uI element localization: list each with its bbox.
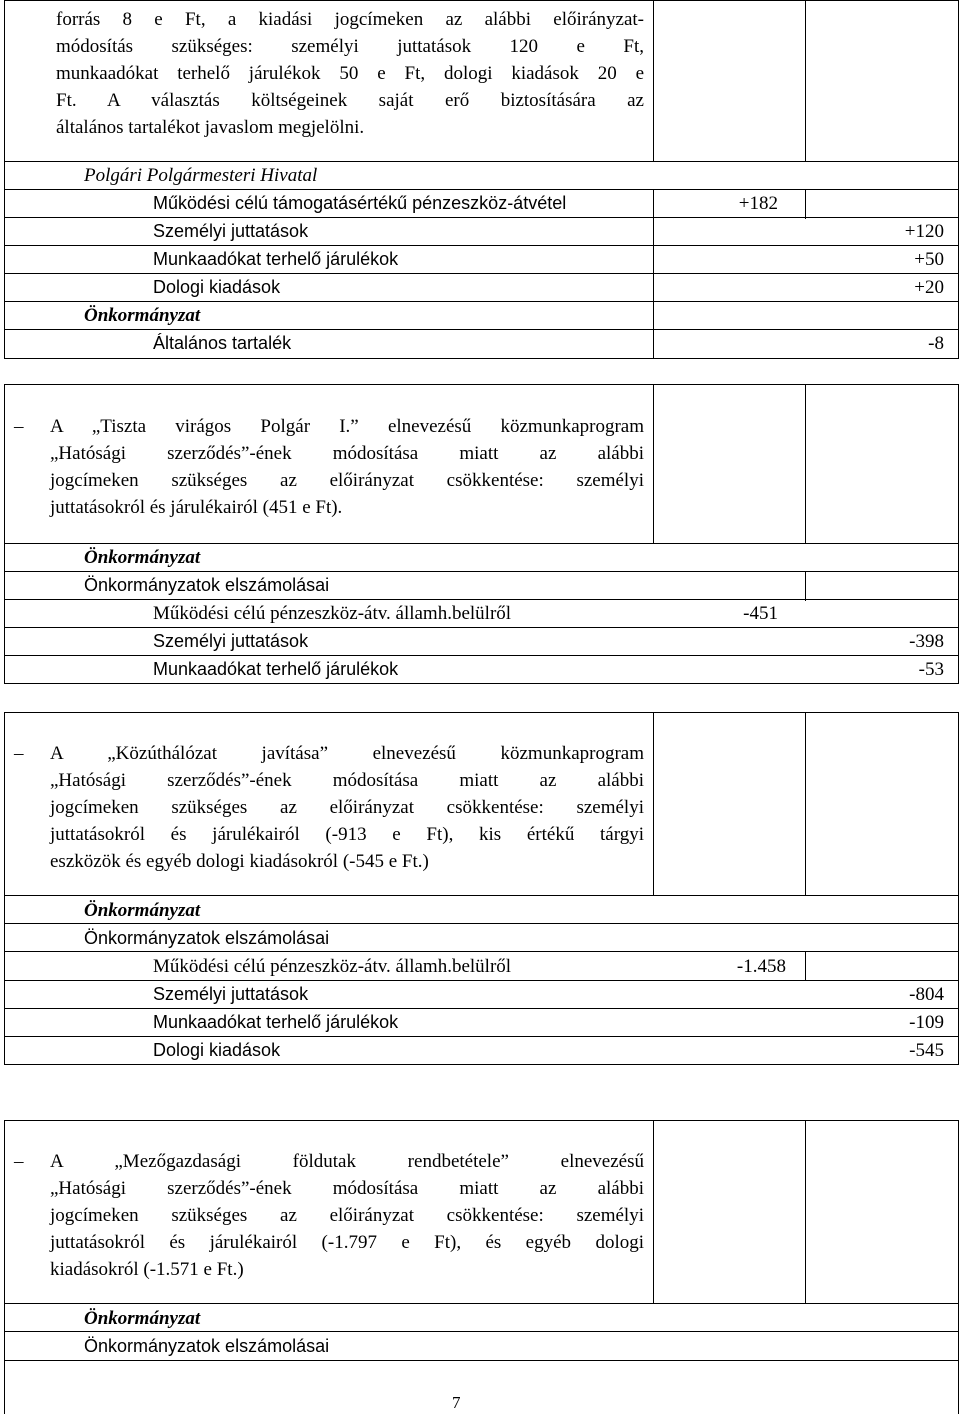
section4-bullet: – bbox=[14, 1151, 24, 1172]
table1-row-label: Dologi kiadások bbox=[153, 277, 281, 297]
section2-row-expense: -53 bbox=[918, 659, 944, 680]
section2-row-expense: -398 bbox=[909, 631, 944, 652]
section4-line: A „Mezőgazdasági földutak rendbetétele” elnevezésű bbox=[50, 1151, 644, 1172]
section2-line: juttatásokról és járulékairól (451 e Ft). bbox=[50, 497, 343, 518]
section2-subheader: Önkormányzatok elszámolásai bbox=[84, 575, 330, 595]
intro-line: forrás 8 e Ft, a kiadási jogcímeken az alábbi előirányzat- bbox=[56, 9, 644, 30]
section2-bullet: – bbox=[14, 416, 24, 437]
page-number: 7 bbox=[452, 1393, 461, 1412]
section2-paragraph bbox=[50, 413, 644, 521]
section4-line: juttatásokról és járulékairól (-1.797 e Ft), és egyéb dologi bbox=[50, 1232, 644, 1253]
section3-row-income: -1.458 bbox=[736, 956, 786, 977]
section2-row-income: -451 bbox=[743, 603, 778, 624]
intro-line: általános tartalékot javaslom megjelölni. bbox=[56, 117, 365, 138]
section4-line: „Hatósági szerződés”-ének módosítása miatt az alábbi bbox=[50, 1178, 644, 1199]
section3-row-expense: -804 bbox=[909, 984, 944, 1005]
table1-row-expense: +120 bbox=[904, 221, 944, 242]
section2-line: „Hatósági szerződés”-ének módosítása miatt az alábbi bbox=[50, 443, 644, 464]
section2-line: jogcímeken szükséges az előirányzat csökkentése: személyi bbox=[50, 470, 644, 491]
intro-line: munkaadókat terhelő járulékok 50 e Ft, dologi kiadások 20 e bbox=[56, 63, 644, 84]
section2-line: A „Tiszta virágos Polgár I.” elnevezésű közmunkaprogram bbox=[50, 416, 644, 437]
table1-row-label: Működési célú támogatásértékű pénzeszköz-átvétel bbox=[153, 193, 567, 213]
section4-line: jogcímeken szükséges az előirányzat csökkentése: személyi bbox=[50, 1205, 644, 1226]
section3-row-expense: -109 bbox=[909, 1012, 944, 1033]
table1-row-expense: -8 bbox=[928, 333, 944, 354]
table1-header2: Önkormányzat bbox=[84, 305, 201, 326]
section3-line: jogcímeken szükséges az előirányzat csökkentése: személyi bbox=[50, 797, 644, 818]
section3-paragraph bbox=[50, 740, 644, 875]
table1-row-expense: +50 bbox=[914, 249, 944, 270]
intro-paragraph bbox=[56, 6, 644, 141]
section2-row-label: Munkaadókat terhelő járulékok bbox=[153, 659, 399, 679]
table1-row-label: Általános tartalék bbox=[153, 333, 292, 353]
section3-row-label: Dologi kiadások bbox=[153, 1040, 281, 1060]
section2-header: Önkormányzat bbox=[84, 547, 201, 568]
section3-row-label: Munkaadókat terhelő járulékok bbox=[153, 1012, 399, 1032]
section3-line: juttatásokról és járulékairól (-913 e Ft), kis értékű tárgyi bbox=[50, 824, 644, 845]
section4-line: kiadásokról (-1.571 e Ft.) bbox=[50, 1259, 244, 1280]
intro-line: módosítás szükséges: személyi juttatások 120 e Ft, bbox=[56, 36, 644, 57]
section2-row-label: Személyi juttatások bbox=[153, 631, 309, 651]
table1-row-label: Személyi juttatások bbox=[153, 221, 309, 241]
section3-line: „Hatósági szerződés”-ének módosítása miatt az alábbi bbox=[50, 770, 644, 791]
section3-header: Önkormányzat bbox=[84, 900, 201, 921]
section3-line: eszközök és egyéb dologi kiadásokról (-545 e Ft.) bbox=[50, 851, 429, 872]
section3-row-expense: -545 bbox=[909, 1040, 944, 1061]
section4-header: Önkormányzat bbox=[84, 1308, 201, 1329]
section3-row-label: Működési célú pénzeszköz-átv. államh.belülről bbox=[153, 956, 512, 977]
section3-bullet: – bbox=[14, 743, 24, 764]
section4-paragraph bbox=[50, 1148, 644, 1283]
intro-line: Ft. A választás költségeinek saját erő biztosítására az bbox=[56, 90, 644, 111]
section3-row-label: Személyi juttatások bbox=[153, 984, 309, 1004]
table1-row-label: Munkaadókat terhelő járulékok bbox=[153, 249, 399, 269]
section4-subheader: Önkormányzatok elszámolásai bbox=[84, 1336, 330, 1356]
table1-header: Polgári Polgármesteri Hivatal bbox=[84, 165, 318, 186]
table1-row-expense: +20 bbox=[914, 277, 944, 298]
section2-row-label: Működési célú pénzeszköz-átv. államh.belülről bbox=[153, 603, 512, 624]
table1-row-income: +182 bbox=[738, 193, 778, 214]
section3-line: A „Közúthálózat javítása” elnevezésű közmunkaprogram bbox=[50, 743, 644, 764]
section3-subheader: Önkormányzatok elszámolásai bbox=[84, 928, 330, 948]
